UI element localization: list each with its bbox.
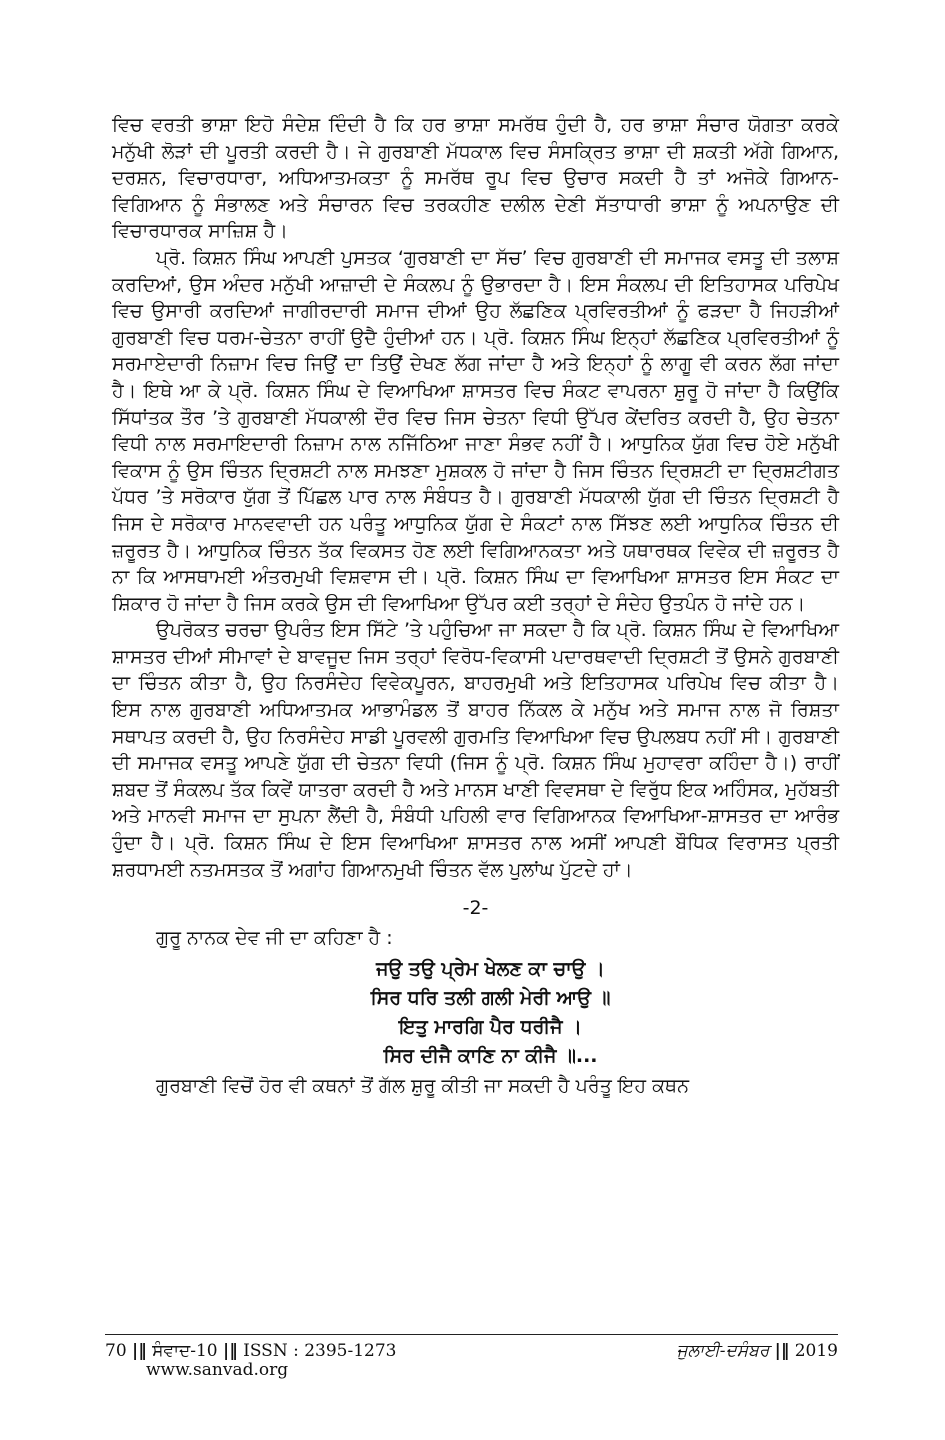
verse-line: ਸਿਰ ਧਰਿ ਤਲੀ ਗਲੀ ਮੇਰੀ ਆਉ ॥ — [370, 987, 611, 1010]
footer-separator: |‖ — [774, 1341, 790, 1361]
page-body — [112, 112, 839, 1100]
issn: ISSN : 2395-1273 — [243, 1341, 397, 1361]
paragraph-3: ਉਪਰੋਕਤ ਚਰਚਾ ਉਪਰੰਤ ਇਸ ਸਿੱਟੇ ’ਤੇ ਪਹੁੰਚਿਆ ਜਾ ਸਕਦਾ ਹੈ ਕਿ ਪ੍ਰੋ. ਕਿਸ਼ਨ ਸਿੰਘ ਦੇ ਵਿਆਖਿਆ ਸ਼ਾਸਤਰ ਦੀਆਂ ਸੀਮਾਵਾਂ ਦੇ ਬਾਵਜੂਦ ਜਿਸ ਤਰ੍ਹਾਂ ਵਿਰੋਧ-ਵਿਕਾਸੀ ਪਦਾਰਥਵਾਦੀ ਦ੍ਰਿਸ਼ਟੀ ਤੋਂ ਉਸਨੇ ਗੁਰਬਾਣੀ ਦਾ ਚਿੰਤਨ ਕੀਤਾ ਹੈ, ਉਹ ਨਿਰਸੰਦੇਹ ਵਿਵੇਕਪੂਰਨ, ਬਾਹਰਮੁਖੀ ਅਤੇ ਇਤਿਹਾਸਕ ਪਰਿਪੇਖ ਵਿਚ ਕੀਤਾ ਹੈ। ਇਸ ਨਾਲ ਗੁਰਬਾਣੀ ਅਧਿਆਤਮਕ ਆਭਾਮੰਡਲ ਤੋਂ ਬਾਹਰ ਨਿੱਕਲ ਕੇ ਮਨੁੱਖ ਅਤੇ ਸਮਾਜ ਨਾਲ ਜੋ ਰਿਸ਼ਤਾ ਸਥਾਪਤ ਕਰਦੀ ਹੈ, ਉਹ ਨਿਰਸੰਦੇਹ ਸਾਡੀ ਪੂਰਵਲੀ ਗੁਰਮਤਿ ਵਿਆਖਿਆ ਵਿਚ ਉਪਲਬਧ ਨਹੀਂ ਸੀ। ਗੁਰਬਾਣੀ ਦੀ ਸਮਾਜਕ ਵਸਤੂ ਆਪਣੇ ਯੁੱਗ ਦੀ ਚੇਤਨਾ ਵਿਧੀ (ਜਿਸ ਨੂੰ ਪ੍ਰੋ. ਕਿਸ਼ਨ ਸਿੰਘ ਮੁਹਾਵਰਾ ਕਹਿੰਦਾ ਹੈ।) ਰਾਹੀਂ ਸ਼ਬਦ ਤੋਂ ਸੰਕਲਪ ਤੱਕ ਕਿਵੇਂ ਯਾਤਰਾ ਕਰਦੀ ਹੈ ਅਤੇ ਮਾਨਸ ਖਾਣੀ ਵਿਵਸਥਾ ਦੇ ਵਿਰੁੱਧ ਇਕ ਅਹਿੰਸਕ, ਮੁਹੱਬਤੀ ਅਤੇ ਮਾਨਵੀ ਸਮਾਜ ਦਾ ਸੁਪਨਾ ਲੈਂਦੀ ਹੈ, ਸੰਬੰਧੀ ਪਹਿਲੀ ਵਾਰ ਵਿਗਿਆਨਕ ਵਿਆਖਿਆ-ਸ਼ਾਸਤਰ ਦਾ ਆਰੰਭ ਹੁੰਦਾ ਹੈ। ਪ੍ਰੋ. ਕਿਸ਼ਨ ਸਿੰਘ ਦੇ ਇਸ ਵਿਆਖਿਆ ਸ਼ਾਸਤਰ ਨਾਲ ਅਸੀਂ ਆਪਣੀ ਬੌਧਿਕ ਵਿਰਾਸਤ ਪ੍ਰਤੀ ਸ਼ਰਧਾਮਈ ਨਤਮਸਤਕ ਤੋਂ ਅਗਾਂਹ ਗਿਆਨਮੁਖੀ ਚਿੰਤਨ ਵੱਲ ਪੁਲਾਂਘ ਪੁੱਟਦੇ ਹਾਂ। — [112, 619, 839, 881]
quote-intro: ਗੁਰੂ ਨਾਨਕ ਦੇਵ ਜੀ ਦਾ ਕਹਿਣਾ ਹੈ : — [156, 927, 393, 950]
verse-line: ਇਤੁ ਮਾਰਗਿ ਪੈਰ ਧਰੀਜੈ । — [399, 1016, 582, 1039]
page-number: 70 — [105, 1341, 127, 1361]
verse-block — [112, 955, 839, 1071]
closing-paragraph: ਗੁਰਬਾਣੀ ਵਿਚੋਂ ਹੋਰ ਵੀ ਕਥਨਾਂ ਤੋਂ ਗੱਲ ਸ਼ੁਰੂ ਕੀਤੀ ਜਾ ਸਕਦੀ ਹੈ ਪਰੰਤੂ ਇਹ ਕਥਨ — [156, 1075, 689, 1098]
website-link[interactable]: www.sanvad.org — [146, 1360, 289, 1380]
paragraph-1: ਵਿਚ ਵਰਤੀ ਭਾਸ਼ਾ ਇਹੋ ਸੰਦੇਸ਼ ਦਿੰਦੀ ਹੈ ਕਿ ਹਰ ਭਾਸ਼ਾ ਸਮਰੱਥ ਹੁੰਦੀ ਹੈ, ਹਰ ਭਾਸ਼ਾ ਸੰਚਾਰ ਯੋਗਤਾ ਕਰਕੇ ਮਨੁੱਖੀ ਲੋੜਾਂ ਦੀ ਪੂਰਤੀ ਕਰਦੀ ਹੈ। ਜੇ ਗੁਰਬਾਣੀ ਮੱਧਕਾਲ ਵਿਚ ਸੰਸਕ੍ਰਿਤ ਭਾਸ਼ਾ ਦੀ ਸ਼ਕਤੀ ਅੱਗੇ ਗਿਆਨ, ਦਰਸ਼ਨ, ਵਿਚਾਰਧਾਰਾ, ਅਧਿਆਤਮਕਤਾ ਨੂੰ ਸਮਰੱਥ ਰੂਪ ਵਿਚ ਉਚਾਰ ਸਕਦੀ ਹੈ ਤਾਂ ਅਜੋਕੇ ਗਿਆਨ-ਵਿਗਿਆਨ ਨੂੰ ਸੰਭਾਲਣ ਅਤੇ ਸੰਚਾਰਨ ਵਿਚ ਤਰਕਹੀਣ ਦਲੀਲ ਦੇਣੀ ਸੱਤਾਧਾਰੀ ਭਾਸ਼ਾ ਨੂੰ ਅਪਨਾਉਣ ਦੀ ਵਿਚਾਰਧਾਰਕ ਸਾਜ਼ਿਸ਼ ਹੈ। — [112, 114, 839, 243]
section-number: -2- — [462, 897, 489, 920]
verse-line: ਸਿਰ ਦੀਜੈ ਕਾਣਿ ਨਾ ਕੀਜੈ ॥... — [383, 1045, 598, 1068]
footer-separator: |‖ — [132, 1341, 147, 1361]
footer-separator: |‖ — [223, 1341, 238, 1361]
footer-left — [105, 1341, 397, 1361]
issue-year: 2019 — [794, 1341, 838, 1361]
journal-name: ਸੰਵਾਦ-10 — [152, 1341, 218, 1361]
issue-period: ਜੁਲਾਈ-ਦਸੰਬਰ — [676, 1341, 770, 1361]
footer-right — [677, 1341, 838, 1361]
verse-line: ਜਉ ਤਉ ਪ੍ਰੇਮ ਖੇਲਣ ਕਾ ਚਾਉ । — [376, 958, 605, 981]
paragraph-2: ਪ੍ਰੋ. ਕਿਸ਼ਨ ਸਿੰਘ ਆਪਣੀ ਪੁਸਤਕ ‘ਗੁਰਬਾਣੀ ਦਾ ਸੱਚ’ ਵਿਚ ਗੁਰਬਾਣੀ ਦੀ ਸਮਾਜਕ ਵਸਤੂ ਦੀ ਤਲਾਸ਼ ਕਰਦਿਆਂ, ਉਸ ਅੰਦਰ ਮਨੁੱਖੀ ਆਜ਼ਾਦੀ ਦੇ ਸੰਕਲਪ ਨੂੰ ਉਭਾਰਦਾ ਹੈ। ਇਸ ਸੰਕਲਪ ਦੀ ਇਤਿਹਾਸਕ ਪਰਿਪੇਖ ਵਿਚ ਉਸਾਰੀ ਕਰਦਿਆਂ ਜਾਗੀਰਦਾਰੀ ਸਮਾਜ ਦੀਆਂ ਉਹ ਲੱਛਣਿਕ ਪ੍ਰਵਿਰਤੀਆਂ ਨੂੰ ਫੜਦਾ ਹੈ ਜਿਹੜੀਆਂ ਗੁਰਬਾਣੀ ਵਿਚ ਧਰਮ-ਚੇਤਨਾ ਰਾਹੀਂ ਉਦੈ ਹੁੰਦੀਆਂ ਹਨ। ਪ੍ਰੋ. ਕਿਸ਼ਨ ਸਿੰਘ ਇਨ੍ਹਾਂ ਲੱਛਣਿਕ ਪ੍ਰਵਿਰਤੀਆਂ ਨੂੰ ਸਰਮਾਏਦਾਰੀ ਨਿਜ਼ਾਮ ਵਿਚ ਜਿਉਂ ਦਾ ਤਿਉਂ ਦੇਖਣ ਲੱਗ ਜਾਂਦਾ ਹੈ ਅਤੇ ਇਨ੍ਹਾਂ ਨੂੰ ਲਾਗੂ ਵੀ ਕਰਨ ਲੱਗ ਜਾਂਦਾ ਹੈ। ਇਥੇ ਆ ਕੇ ਪ੍ਰੋ. ਕਿਸ਼ਨ ਸਿੰਘ ਦੇ ਵਿਆਖਿਆ ਸ਼ਾਸਤਰ ਵਿਚ ਸੰਕਟ ਵਾਪਰਨਾ ਸ਼ੁਰੂ ਹੋ ਜਾਂਦਾ ਹੈ ਕਿਉਂਕਿ ਸਿੱਧਾਂਤਕ ਤੌਰ ’ਤੇ ਗੁਰਬਾਣੀ ਮੱਧਕਾਲੀ ਦੌਰ ਵਿਚ ਜਿਸ ਚੇਤਨਾ ਵਿਧੀ ਉੱਪਰ ਕੇਂਦਰਿਤ ਕਰਦੀ ਹੈ, ਉਹ ਚੇਤਨਾ ਵਿਧੀ ਨਾਲ ਸਰਮਾਇਦਾਰੀ ਨਿਜ਼ਾਮ ਨਾਲ ਨਜਿੱਠਿਆ ਜਾਣਾ ਸੰਭਵ ਨਹੀਂ ਹੈ। ਆਧੁਨਿਕ ਯੁੱਗ ਵਿਚ ਹੋਏ ਮਨੁੱਖੀ ਵਿਕਾਸ ਨੂੰ ਉਸ ਚਿੰਤਨ ਦ੍ਰਿਸ਼ਟੀ ਨਾਲ ਸਮਝਣਾ ਮੁਸ਼ਕਲ ਹੋ ਜਾਂਦਾ ਹੈ ਜਿਸ ਚਿੰਤਨ ਦ੍ਰਿਸ਼ਟੀ ਦਾ ਦ੍ਰਿਸ਼ਟੀਗਤ ਪੱਧਰ ’ਤੇ ਸਰੋਕਾਰ ਯੁੱਗ ਤੋਂ ਪਿੱਛਲ ਪਾਰ ਨਾਲ ਸੰਬੰਧਤ ਹੈ। ਗੁਰਬਾਣੀ ਮੱਧਕਾਲੀ ਯੁੱਗ ਦੀ ਚਿੰਤਨ ਦ੍ਰਿਸ਼ਟੀ ਹੈ ਜਿਸ ਦੇ ਸਰੋਕਾਰ ਮਾਨਵਵਾਦੀ ਹਨ ਪਰੰਤੂ ਆਧੁਨਿਕ ਯੁੱਗ ਦੇ ਸੰਕਟਾਂ ਨਾਲ ਸਿੱਝਣ ਲਈ ਆਧੁਨਿਕ ਚਿੰਤਨ ਦੀ ਜ਼ਰੂਰਤ ਹੈ। ਆਧੁਨਿਕ ਚਿੰਤਨ ਤੱਕ ਵਿਕਸਤ ਹੋਣ ਲਈ ਵਿਗਿਆਨਕਤਾ ਅਤੇ ਯਥਾਰਥਕ ਵਿਵੇਕ ਦੀ ਜ਼ਰੂਰਤ ਹੈ ਨਾ ਕਿ ਆਸਥਾਮਈ ਅੰਤਰਮੁਖੀ ਵਿਸ਼ਵਾਸ ਦੀ। ਪ੍ਰੋ. ਕਿਸ਼ਨ ਸਿੰਘ ਦਾ ਵਿਆਖਿਆ ਸ਼ਾਸਤਰ ਇਸ ਸੰਕਟ ਦਾ ਸ਼ਿਕਾਰ ਹੋ ਜਾਂਦਾ ਹੈ ਜਿਸ ਕਰਕੇ ਉਸ ਦੀ ਵਿਆਖਿਆ ਉੱਪਰ ਕਈ ਤਰ੍ਹਾਂ ਦੇ ਸੰਦੇਹ ਉਤਪੰਨ ਹੋ ਜਾਂਦੇ ਹਨ। — [112, 246, 839, 615]
